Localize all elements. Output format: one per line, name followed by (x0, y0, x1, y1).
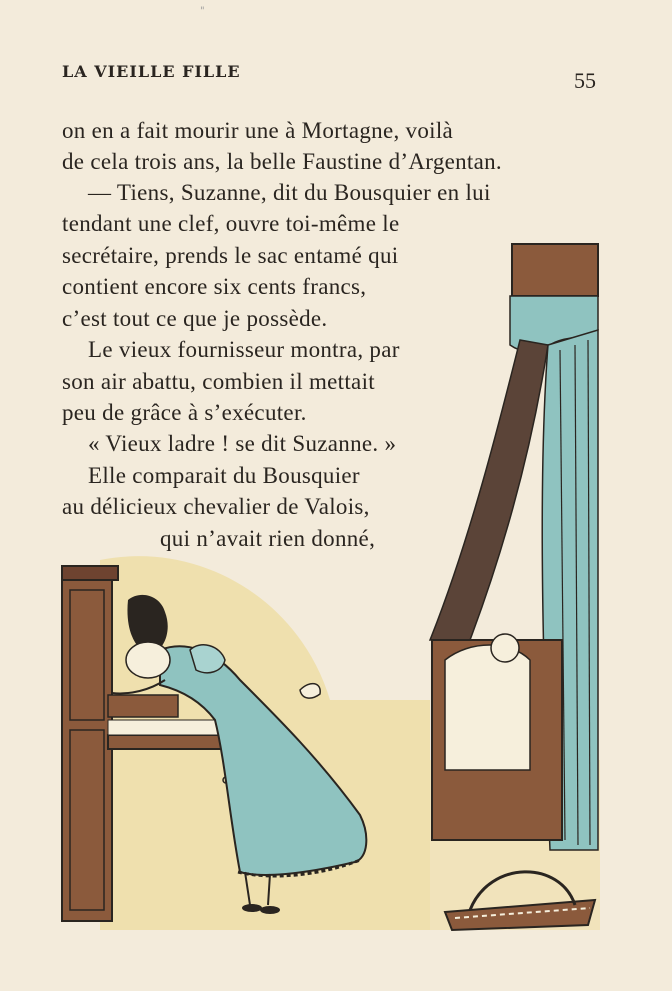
text-line-14: qui n’avait rien donné, (160, 526, 376, 551)
canopy-top (512, 244, 598, 296)
text-line-11: « Vieux ladre ! se dit Suzanne. » (88, 431, 397, 456)
page-number: 55 (574, 68, 596, 93)
text-line-12: Elle comparait du Bousquier (88, 463, 360, 488)
text-line-5: secrétaire, prends le sac entamé qui (62, 243, 399, 268)
text-line-9: son air abattu, combien il mettait (62, 369, 375, 394)
text-line-6: contient encore six cents francs, (62, 274, 367, 299)
text-line-7: c’est tout ce que je possède. (62, 306, 328, 331)
running-header-title: LA VIEILLE FILLE (62, 62, 241, 81)
text-line-10: peu de grâce à s’exécuter. (62, 400, 307, 425)
shoe-left (242, 904, 262, 912)
sleeping-man-head (491, 634, 519, 662)
paper-mark: " (200, 6, 205, 17)
text-line-8: Le vieux fournisseur montra, par (88, 337, 400, 362)
text-line-1: on en a fait mourir une à Mortagne, voilà (62, 118, 454, 143)
text-line-2: de cela trois ans, la belle Faustine d’Argentan. (62, 149, 502, 174)
curtain-dark (430, 340, 548, 640)
text-line-13: au délicieux chevalier de Valois, (62, 494, 370, 519)
canopy-bed (430, 244, 598, 850)
shoe-right (260, 906, 280, 914)
face (126, 642, 170, 678)
text-line-3: — Tiens, Suzanne, dit du Bousquier en lui (88, 180, 491, 205)
text-line-4: tendant une clef, ouvre toi-même le (62, 211, 400, 236)
bed-sheets (445, 645, 530, 770)
